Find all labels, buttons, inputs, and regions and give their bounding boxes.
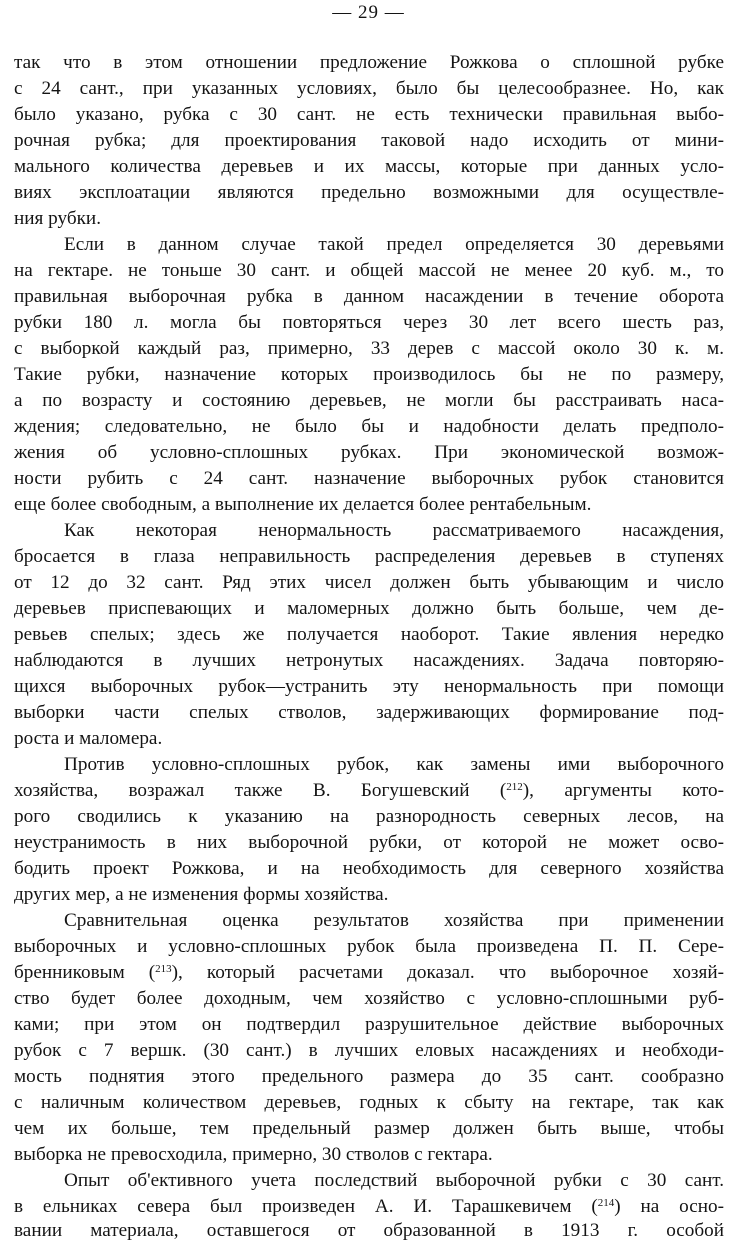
text-line-with-reference (14, 1194, 724, 1220)
text-line: а по возрасту и состоянию деревьев, не могли бы расстраивать наса- (14, 390, 724, 411)
text-line: от 12 до 32 сант. Ряд этих чисел должен быть убывающим и число (14, 572, 724, 593)
text-line-with-reference (14, 778, 724, 804)
text-line: рого сводились к указанию на разнородность северных лесов, на (14, 806, 724, 827)
paragraph-first-line: Если в данном случае такой предел определяется 30 деревьями (64, 234, 724, 255)
footnote-ref-214: 214 (597, 1197, 615, 1209)
text-line: щихся выборочных рубок—устранить эту ненормальность при помощи (14, 676, 724, 697)
text-line: рубки 180 л. могла бы повторяться через 30 лет всего шесть раз, (14, 312, 724, 333)
text-line: ждения; следовательно, не было бы и надобности делать предполо- (14, 416, 724, 437)
text-line: других мер, а не изменения формы хозяйства. (14, 884, 389, 905)
text-line: с наличным количеством деревьев, годных к сбыту на гектаре, так как (14, 1092, 724, 1113)
text-line: ство будет более доходным, чем хозяйство с условно-сплошными руб- (14, 988, 724, 1009)
text-line: с 24 сант., при указанных условиях, было бы целесообразнее. Но, как (14, 78, 724, 99)
text-line: чем их больше, тем предельный размер должен быть выше, чтобы (14, 1118, 724, 1139)
text-line: роста и маломера. (14, 728, 163, 749)
paragraph-first-line: Как некоторая ненормальность рассматриваемого насаждения, (64, 520, 724, 541)
paragraph-first-line: Против условно-сплошных рубок, как замены ими выборочного (64, 754, 724, 775)
text-line: еще более свободным, а выполнение их делается более рентабельным. (14, 494, 592, 515)
text-line: с выборкой каждый раз, примерно, 33 дерев с массой около 30 к. м. (14, 338, 724, 359)
paragraph-first-line: Сравнительная оценка результатов хозяйства при применении (64, 910, 724, 931)
text-line: бодить проект Рожкова, и на необходимость для северного хозяйства (14, 858, 724, 879)
text-line: мального количества деревьев и их массы, которые при данных усло- (14, 156, 724, 177)
text-segment: хозяйства, возражал также В. Богушевский ( (14, 780, 507, 801)
text-line: правильная выборочная рубка в данном насаждении в течение оборота (14, 286, 724, 307)
text-line: на гектаре. не тоньше 30 сант. и общей массой не менее 20 куб. м., то (14, 260, 724, 281)
text-line: неустранимость в них выборочной рубки, от которой не может осво- (14, 832, 724, 853)
text-segment: ), который расчетами доказал. что выборочное хозяй- (171, 962, 724, 983)
text-line: выборка не превосходила, примерно, 30 стволов с гектара. (14, 1144, 493, 1165)
text-line: мость поднятия этого предельного размера до 35 сант. сообразно (14, 1066, 724, 1087)
text-line-with-reference (14, 960, 724, 986)
text-segment: в ельниках севера был произведен А. И. Тарашкевичем ( (14, 1196, 598, 1217)
text-line: ности рубить с 24 сант. назначение выборочных рубок становится (14, 468, 724, 489)
text-line: вании материала, оставшегося от образованной в 1913 г. особой (14, 1220, 724, 1241)
text-line: наблюдаются в лучших нетронутых насаждениях. Задача повторяю- (14, 650, 724, 671)
footnote-ref-213: 213 (155, 963, 172, 975)
text-line: виях эксплоатации являются предельно возможными для осуществле- (14, 182, 724, 203)
text-line: деревьев приспевающих и маломерных должно быть больше, чем де- (14, 598, 724, 619)
text-line: выборочных и условно-сплошных рубок была произведена П. П. Сере- (14, 936, 724, 957)
text-line: выборки части спелых стволов, задерживающих формирование под- (14, 702, 724, 723)
text-line: было указано, рубка с 30 сант. не есть технически правильная выбо- (14, 104, 724, 125)
text-line: ния рубки. (14, 208, 101, 229)
text-line: бросается в глаза неправильность распределения деревьев в ступенях (14, 546, 724, 567)
text-segment: бренниковым ( (14, 962, 156, 983)
text-line: ками; при этом он подтвердил разрушительное действие выборочных (14, 1014, 724, 1035)
text-line: жения об условно-сплошных рубках. При экономической возмож- (14, 442, 724, 463)
paragraph-first-line: Опыт об'ективного учета последствий выборочной рубки с 30 сант. (64, 1170, 724, 1191)
text-segment: ) на осно- (614, 1196, 724, 1217)
page-number: — 29 — (332, 2, 405, 23)
text-line: рубок с 7 вершк. (30 сант.) в лучших еловых насаждениях и необходи- (14, 1040, 724, 1061)
text-line: рочная рубка; для проектирования таковой надо исходить от мини- (14, 130, 724, 151)
text-line: так что в этом отношении предложение Рожкова о сплошной рубке (14, 52, 724, 73)
text-segment: ), аргументы кото- (522, 780, 725, 801)
footnote-ref-212: 212 (506, 781, 523, 793)
text-line: Такие рубки, назначение которых производилось бы не по размеру, (14, 364, 724, 385)
text-line: ревьев спелых; здесь же получается наоборот. Такие явления нередко (14, 624, 724, 645)
